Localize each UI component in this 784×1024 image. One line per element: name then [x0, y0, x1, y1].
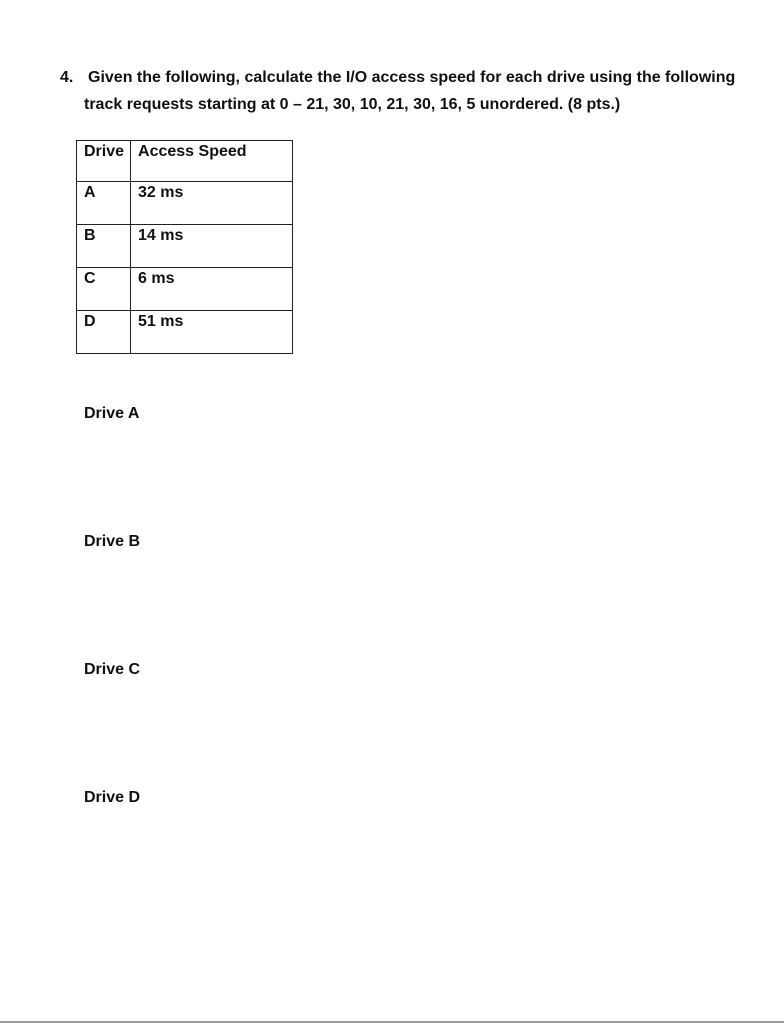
speed-cell: 14 ms — [131, 225, 293, 268]
header-access-speed: Access Speed — [131, 141, 293, 182]
answer-label-drive-d: Drive D — [84, 789, 141, 806]
speed-cell: 32 ms — [131, 182, 293, 225]
question-line-1 — [60, 64, 750, 91]
drive-cell: A — [77, 182, 131, 225]
drive-cell: D — [77, 311, 131, 354]
question-number: 4. — [60, 69, 74, 86]
access-speed-table — [76, 140, 293, 354]
page-bottom-divider — [0, 1021, 784, 1023]
drive-cell: C — [77, 268, 131, 311]
speed-cell: 6 ms — [131, 268, 293, 311]
header-drive: Drive — [77, 141, 131, 182]
table-row — [77, 182, 293, 225]
answer-label-drive-a: Drive A — [84, 405, 140, 422]
question-4 — [60, 64, 750, 118]
answer-label-drive-c: Drive C — [84, 661, 141, 678]
answer-label-drive-b: Drive B — [84, 533, 141, 550]
table-header-row — [77, 141, 293, 182]
drive-cell: B — [77, 225, 131, 268]
table-row — [77, 268, 293, 311]
table-row — [77, 311, 293, 354]
question-text-line-1: Given the following, calculate the I/O access speed for each drive using the following — [88, 69, 736, 86]
table-row — [77, 225, 293, 268]
question-text-line-2: track requests starting at 0 – 21, 30, 10, 21, 30, 16, 5 unordered. (8 pts.) — [84, 96, 621, 113]
speed-cell: 51 ms — [131, 311, 293, 354]
